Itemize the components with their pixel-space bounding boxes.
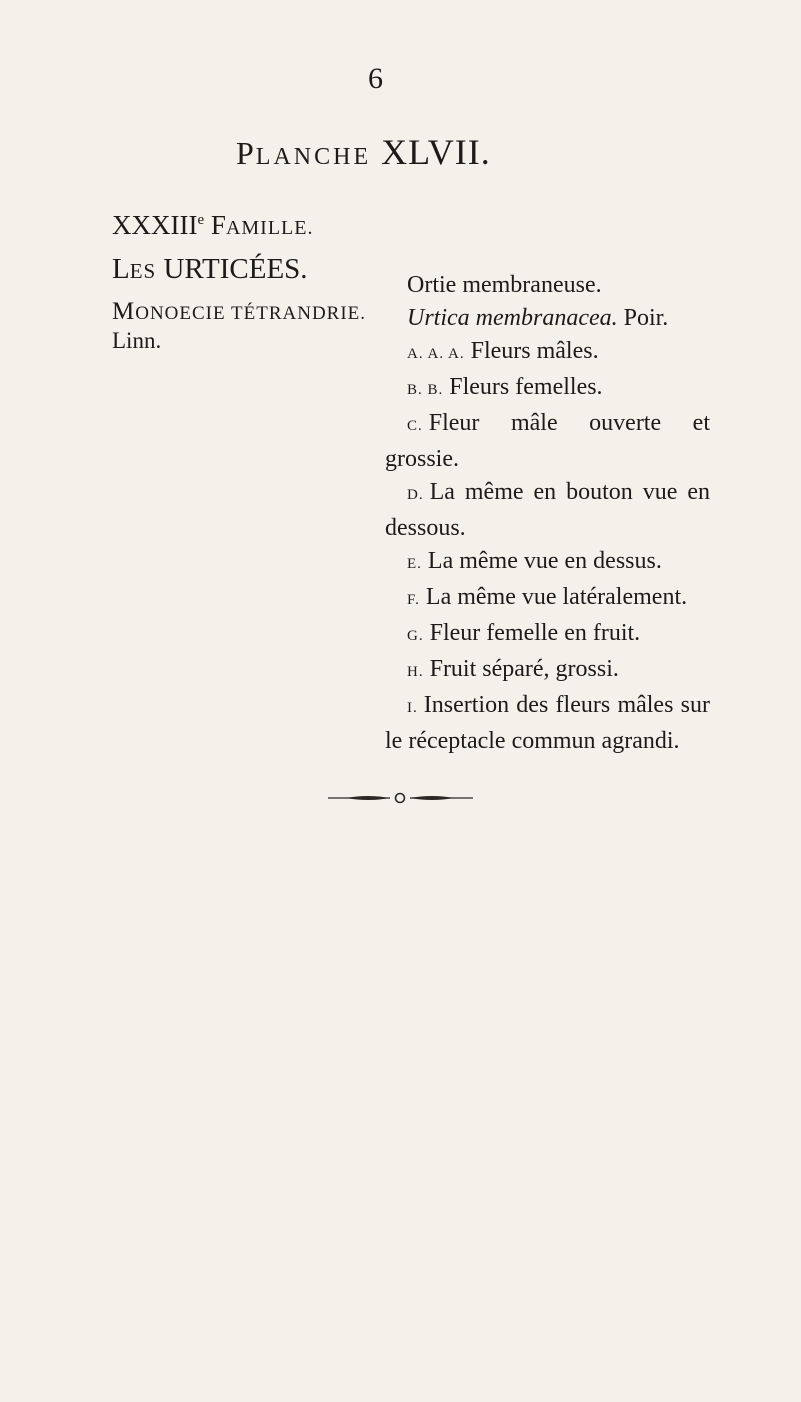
family-initial: F — [210, 210, 226, 240]
tailpiece-ornament-icon — [328, 788, 473, 808]
entry-text: La même vue en dessus. — [427, 548, 662, 574]
urticees-line — [112, 253, 372, 286]
entry-text: Fruit séparé, grossi. — [429, 656, 619, 682]
species-latin-line — [407, 302, 710, 335]
entry-letters: A. A. A. — [407, 346, 465, 362]
classification-line — [112, 298, 372, 326]
family-numeral: XXXIII — [112, 210, 198, 240]
entry-i — [385, 689, 710, 758]
entry-h — [385, 653, 710, 689]
urticees-initial: L — [112, 253, 130, 285]
species-author: Poir. — [623, 305, 669, 331]
entry-letters: C. — [407, 418, 423, 434]
classification-rest: ONOECIE TÉTRANDRIE. — [135, 303, 367, 324]
entry-e — [385, 545, 710, 581]
entry-text: Fleurs mâles. — [470, 338, 599, 364]
plate-title — [236, 131, 491, 173]
entry-letters: E. — [407, 556, 422, 572]
entry-letters: B. B. — [407, 382, 444, 398]
species-latin-name: Urtica membranacea. — [407, 305, 618, 331]
entry-f — [385, 581, 710, 617]
plate-title-rest: LANCHE — [255, 144, 372, 170]
entry-b — [385, 371, 710, 407]
entry-d — [385, 476, 710, 545]
entry-text: Fleurs femelles. — [449, 374, 603, 400]
left-column — [112, 200, 372, 354]
entry-text: La même vue latéralement. — [425, 584, 688, 610]
species-common-name: Ortie membraneuse. — [407, 272, 602, 298]
plate-number: XLVII. — [381, 132, 491, 172]
entry-text: Fleur femelle en fruit. — [429, 620, 641, 646]
classification-initial: M — [112, 298, 136, 325]
urticees-article-rest: ES — [129, 259, 157, 283]
entry-text: La même en bouton vue en dessous. — [385, 479, 710, 541]
entry-letters: D. — [407, 487, 424, 503]
family-rest: AMILLE. — [225, 217, 314, 239]
entry-c — [385, 407, 710, 476]
entry-letters: I. — [407, 700, 418, 716]
urticees-name: URTICÉES. — [163, 253, 308, 285]
entry-letters: F. — [407, 592, 420, 608]
entry-text: Insertion des fleurs mâles sur le réceptacle commun agrandi. — [385, 692, 710, 754]
family-line — [112, 210, 372, 241]
plate-title-initial: P — [236, 135, 256, 171]
entry-g — [385, 617, 710, 653]
classification-authority: Linn. — [112, 328, 162, 353]
entry-a — [385, 335, 710, 371]
right-column — [385, 269, 710, 758]
entry-text: Fleur mâle ouverte et grossie. — [385, 410, 710, 472]
entry-letters: G. — [407, 628, 424, 644]
entry-letters: H. — [407, 664, 424, 680]
family-superscript: e — [197, 212, 205, 228]
page-number: 6 — [368, 62, 383, 95]
